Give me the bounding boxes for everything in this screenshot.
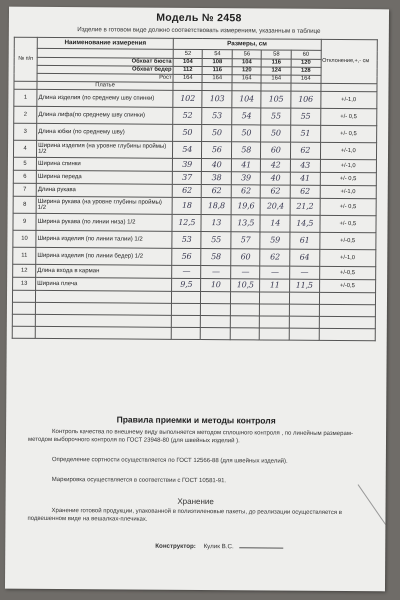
signature-line (155, 541, 283, 551)
document-title: Модель № 2458 (156, 11, 242, 25)
row-number: 7 (13, 183, 36, 196)
row-number: 12 (13, 264, 36, 277)
handwritten-value: 13 (201, 215, 231, 232)
measurement-name: Ширина рукава (по линии низа) 1/2 (36, 213, 172, 231)
handwritten-value: 10,5 (231, 279, 261, 292)
body-measure-value: 116 (203, 67, 233, 75)
measurement-name: Длина рукава (36, 183, 172, 197)
body-measure-value: 164 (261, 75, 291, 83)
handwritten-value: 55 (201, 232, 231, 249)
tolerance-value: +/-0,5 (319, 279, 376, 292)
handwritten-value: 39 (172, 158, 202, 171)
row-number: 13 (13, 277, 36, 290)
handwritten-value: 43 (290, 159, 320, 172)
handwritten-value: 21,2 (290, 198, 320, 215)
handwritten-value: 55 (261, 108, 291, 125)
body-measure-value: 164 (173, 74, 203, 82)
handwritten-value: 50 (232, 125, 262, 142)
size-column-header: 52 (173, 49, 203, 58)
size-column-header: 56 (232, 50, 262, 59)
measurement-name: Ширина спинки (36, 157, 172, 171)
rules-paragraph-2: Определение сортности осуществляется по ГОСТ 12566-88 (для швейных изделий). (51, 456, 288, 465)
row-number: 5 (13, 157, 36, 170)
blank-table-row (12, 326, 375, 341)
handwritten-value: 41 (231, 159, 261, 172)
handwritten-value: 62 (261, 185, 291, 198)
handwritten-value: 62 (290, 185, 320, 198)
handwritten-value: 10 (201, 279, 231, 292)
body-measure-value: 120 (232, 67, 262, 75)
handwritten-value: 58 (201, 249, 231, 266)
measurement-table (12, 37, 378, 342)
row-number: 1 (14, 89, 37, 106)
handwritten-value: 18,8 (202, 198, 232, 215)
handwritten-value: 62 (172, 184, 202, 197)
handwritten-value: 12,5 (172, 214, 202, 231)
row-number: 6 (13, 170, 36, 183)
handwritten-value: 105 (261, 91, 291, 108)
tolerance-value: +/- 0,5 (319, 215, 376, 232)
tolerance-value: +/-1,0 (320, 91, 377, 108)
handwritten-value: 56 (172, 248, 202, 265)
handwritten-value: — (290, 266, 320, 279)
handwritten-value: 62 (290, 142, 320, 159)
handwritten-value: 58 (231, 142, 261, 159)
handwritten-value: 51 (291, 125, 321, 142)
header-tolerance: Отклонение,+,- см (321, 39, 378, 83)
tolerance-value: +/-1,0 (319, 249, 376, 266)
body-measure-value: 116 (262, 59, 292, 67)
handwritten-value: 103 (202, 91, 232, 108)
handwritten-value: 55 (291, 108, 321, 125)
paper-crease (358, 484, 389, 534)
size-column-header: 58 (262, 50, 292, 59)
measurement-name: Длина юбки (по среднему шву) (37, 123, 173, 141)
sub-label-hips: Обхват бедер (37, 65, 173, 74)
handwritten-value: 40 (202, 159, 232, 172)
handwritten-value: 53 (202, 108, 232, 125)
measurement-name: Длина входа в карман (36, 264, 172, 278)
handwritten-value: — (172, 265, 202, 278)
tolerance-value: +/-1,0 (320, 159, 377, 172)
handwritten-value: 57 (231, 232, 261, 249)
handwritten-value: 40 (261, 172, 291, 185)
handwritten-value: 18 (172, 197, 202, 214)
body-measure-value: 164 (202, 75, 232, 83)
measurement-name: Ширина изделия (на уровне глубины проймы) 1/2 (37, 140, 173, 158)
body-measure-value: 128 (291, 67, 321, 75)
handwritten-value: 38 (202, 172, 232, 185)
handwritten-value: — (260, 266, 290, 279)
handwritten-value: 37 (172, 171, 202, 184)
measurement-name: Ширина переда (36, 170, 172, 184)
header-sizes: Размеры, см (173, 38, 321, 50)
handwritten-value: 64 (290, 249, 320, 266)
measurement-name: Ширина изделия (по линии бедер) 1/2 (36, 247, 172, 265)
handwritten-value: 19,6 (231, 198, 261, 215)
tolerance-value: +/- 0,5 (320, 172, 377, 185)
handwritten-value: 56 (202, 142, 232, 159)
handwritten-value: 54 (232, 108, 262, 125)
handwritten-value: 11 (260, 279, 290, 292)
handwritten-value: 14,5 (290, 215, 320, 232)
handwritten-value: 50 (173, 124, 203, 141)
size-column-header: 60 (291, 50, 321, 59)
row-number: 8 (13, 196, 36, 213)
handwritten-value: 61 (290, 232, 320, 249)
sub-label-bust: Обхват бюста (37, 57, 173, 66)
row-number: 4 (13, 140, 36, 157)
row-number: 10 (13, 230, 36, 247)
row-number: 11 (13, 247, 36, 264)
size-column-header: 54 (203, 50, 233, 59)
handwritten-value: 50 (261, 125, 291, 142)
handwritten-value: — (201, 266, 231, 279)
measurement-name: Ширина рукава (на уровне глубины проймы) 1/2 (36, 196, 172, 214)
rules-paragraph-1: Контроль качества по внешнему виду выполняется методом сплошного контроля , по линейным размерам- методом выборочного контроля по ГОСТ 23948-80 (для швейных изделий ). (27, 428, 353, 445)
handwritten-value: — (231, 266, 261, 279)
handwritten-value: 53 (172, 231, 202, 248)
handwritten-value: 62 (260, 249, 290, 266)
handwritten-value: 50 (202, 125, 232, 142)
handwritten-value: 39 (231, 172, 261, 185)
handwritten-value: 54 (172, 141, 202, 158)
handwritten-value: 59 (260, 232, 290, 249)
handwritten-value: 60 (261, 142, 291, 159)
handwritten-value: 104 (232, 91, 262, 108)
spec-sheet (5, 7, 389, 592)
body-measure-value: 112 (173, 66, 203, 74)
row-number: 3 (14, 123, 37, 140)
rules-title: Правила приемки и методы контроля (116, 414, 276, 426)
storage-paragraph: Хранение готовой продукции, упакованной в полиэтиленовые пакеты, до реализации осуществляется в подвешенном виде на вешалках-плечиках. (27, 507, 342, 523)
handwritten-value: 20,4 (261, 198, 291, 215)
tolerance-value: +/- 0,5 (320, 125, 377, 142)
tolerance-value: +/-1,0 (320, 142, 377, 159)
measurement-name: Ширина изделия (по линии талии) 1/2 (36, 230, 172, 248)
handwritten-value: 41 (290, 172, 320, 185)
row-number: 9 (13, 213, 36, 230)
body-measure-value: 104 (232, 59, 262, 67)
handwritten-value: 11,5 (289, 279, 319, 292)
tolerance-value: +/-0,5 (319, 232, 376, 249)
handwritten-value: 62 (202, 185, 232, 198)
tolerance-value: +/-0,5 (319, 266, 376, 279)
document-subtitle: Изделие в готовом виде должно соответствовать измерениям, указанным в таблице (77, 26, 321, 35)
handwritten-value: 13,5 (231, 215, 261, 232)
tolerance-value: +/- 0,5 (320, 108, 377, 125)
body-measure-value: 124 (262, 67, 292, 75)
measurement-name: Длина лифа(по среднему шву спинки) (37, 106, 173, 124)
handwritten-value: 62 (231, 185, 261, 198)
tolerance-value: +/-1,0 (320, 185, 377, 198)
measurement-name: Ширина плеча (36, 277, 172, 291)
handwritten-value: 9,5 (172, 278, 202, 291)
header-name: Наименование измерения (37, 37, 173, 49)
body-measure-value: 120 (291, 59, 321, 67)
measurement-name: Длина изделия (по среднему шву спинки) (37, 89, 173, 107)
storage-title: Хранение (177, 496, 214, 507)
body-measure-value: 164 (232, 75, 262, 83)
handwritten-value: 42 (261, 159, 291, 172)
sub-label-height: Рост (37, 73, 173, 82)
row-number: 2 (14, 106, 37, 123)
item-label: Платье (37, 81, 173, 90)
handwritten-value: 60 (231, 249, 261, 266)
signature-name: Кулик В.С. (203, 543, 234, 551)
header-number: № п/п (14, 37, 37, 81)
signature-underline (239, 541, 283, 548)
rules-paragraph-3: Маркировка осуществляется в соответствии с ГОСТ 10581-91. (51, 476, 227, 485)
handwritten-value: 14 (260, 215, 290, 232)
tolerance-value: +/- 0,5 (320, 198, 377, 215)
body-measure-value: 104 (173, 58, 203, 66)
handwritten-value: 52 (173, 107, 203, 124)
body-measure-value: 164 (291, 75, 321, 83)
body-measure-value: 108 (203, 59, 233, 67)
signature-label: Конструктор: (155, 542, 196, 550)
handwritten-value: 102 (173, 90, 203, 107)
handwritten-value: 106 (291, 91, 321, 108)
